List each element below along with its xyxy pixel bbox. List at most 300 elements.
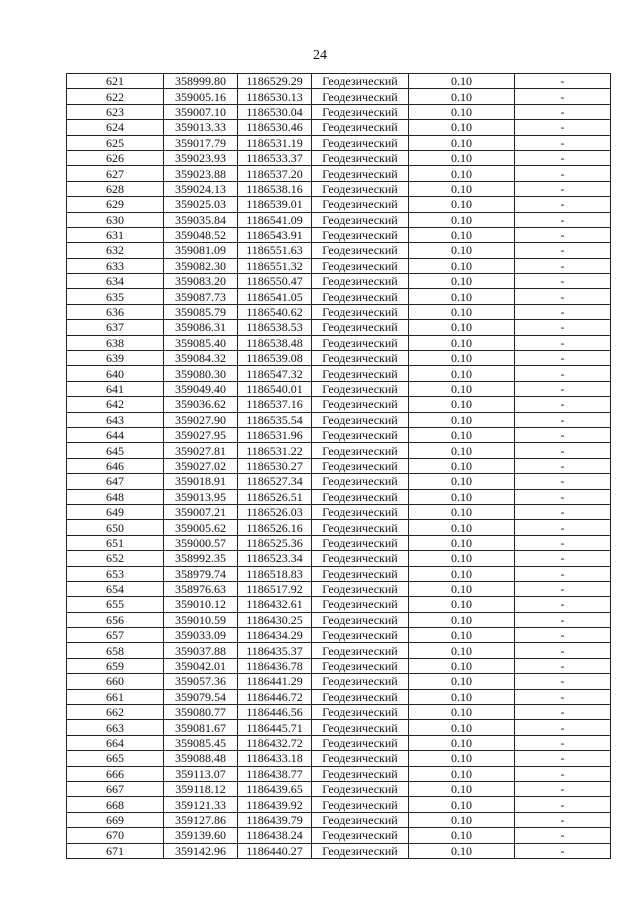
accuracy-cell: 0.10: [409, 520, 515, 535]
table-row: [67, 166, 611, 181]
point-number-cell: 637: [67, 320, 164, 335]
method-cell: Геодезический: [312, 720, 409, 735]
accuracy-cell: 0.10: [409, 843, 515, 858]
accuracy-cell: 0.10: [409, 689, 515, 704]
accuracy-cell: 0.10: [409, 166, 515, 181]
y-coordinate-cell: 1186433.18: [238, 751, 312, 766]
y-coordinate-cell: 1186538.53: [238, 320, 312, 335]
table-row: [67, 351, 611, 366]
table-row: [67, 427, 611, 442]
x-coordinate-cell: 359005.62: [164, 520, 238, 535]
page-number: 24: [313, 48, 327, 63]
accuracy-cell: 0.10: [409, 597, 515, 612]
table-row: [67, 812, 611, 827]
accuracy-cell: 0.10: [409, 735, 515, 750]
description-cell: -: [515, 89, 611, 104]
description-cell: -: [515, 397, 611, 412]
y-coordinate-cell: 1186535.54: [238, 412, 312, 427]
accuracy-cell: 0.10: [409, 150, 515, 165]
table-row: [67, 227, 611, 242]
x-coordinate-cell: 359057.36: [164, 674, 238, 689]
accuracy-cell: 0.10: [409, 381, 515, 396]
point-number-cell: 624: [67, 120, 164, 135]
y-coordinate-cell: 1186438.77: [238, 766, 312, 781]
description-cell: -: [515, 720, 611, 735]
description-cell: -: [515, 843, 611, 858]
point-number-cell: 663: [67, 720, 164, 735]
y-coordinate-cell: 1186432.61: [238, 597, 312, 612]
method-cell: Геодезический: [312, 274, 409, 289]
table-row: [67, 150, 611, 165]
x-coordinate-cell: 359081.67: [164, 720, 238, 735]
y-coordinate-cell: 1186531.19: [238, 135, 312, 150]
method-cell: Геодезический: [312, 797, 409, 812]
y-coordinate-cell: 1186446.72: [238, 689, 312, 704]
accuracy-cell: 0.10: [409, 628, 515, 643]
method-cell: Геодезический: [312, 843, 409, 858]
description-cell: -: [515, 381, 611, 396]
x-coordinate-cell: 359027.90: [164, 412, 238, 427]
method-cell: Геодезический: [312, 258, 409, 273]
x-coordinate-cell: 359139.60: [164, 828, 238, 843]
table-row: [67, 766, 611, 781]
table-row: [67, 797, 611, 812]
x-coordinate-cell: 359013.33: [164, 120, 238, 135]
accuracy-cell: 0.10: [409, 643, 515, 658]
y-coordinate-cell: 1186538.16: [238, 181, 312, 196]
description-cell: -: [515, 658, 611, 673]
accuracy-cell: 0.10: [409, 181, 515, 196]
table-row: [67, 381, 611, 396]
method-cell: Геодезический: [312, 181, 409, 196]
accuracy-cell: 0.10: [409, 104, 515, 119]
method-cell: Геодезический: [312, 120, 409, 135]
table-row: [67, 520, 611, 535]
description-cell: -: [515, 458, 611, 473]
table-row: [67, 581, 611, 596]
table-row: [67, 474, 611, 489]
x-coordinate-cell: 359085.79: [164, 304, 238, 319]
accuracy-cell: 0.10: [409, 366, 515, 381]
table-row: [67, 458, 611, 473]
x-coordinate-cell: 359087.73: [164, 289, 238, 304]
method-cell: Геодезический: [312, 535, 409, 550]
accuracy-cell: 0.10: [409, 674, 515, 689]
x-coordinate-cell: 359018.91: [164, 474, 238, 489]
method-cell: Геодезический: [312, 766, 409, 781]
x-coordinate-cell: 359023.93: [164, 150, 238, 165]
description-cell: -: [515, 366, 611, 381]
x-coordinate-cell: 358976.63: [164, 581, 238, 596]
description-cell: -: [515, 258, 611, 273]
accuracy-cell: 0.10: [409, 504, 515, 519]
point-number-cell: 652: [67, 551, 164, 566]
point-number-cell: 670: [67, 828, 164, 843]
y-coordinate-cell: 1186550.47: [238, 274, 312, 289]
y-coordinate-cell: 1186446.56: [238, 705, 312, 720]
description-cell: -: [515, 304, 611, 319]
description-cell: -: [515, 535, 611, 550]
description-cell: -: [515, 612, 611, 627]
y-coordinate-cell: 1186551.63: [238, 243, 312, 258]
x-coordinate-cell: 359080.77: [164, 705, 238, 720]
method-cell: Геодезический: [312, 351, 409, 366]
point-number-cell: 627: [67, 166, 164, 181]
x-coordinate-cell: 359079.54: [164, 689, 238, 704]
description-cell: -: [515, 443, 611, 458]
y-coordinate-cell: 1186540.01: [238, 381, 312, 396]
description-cell: -: [515, 320, 611, 335]
point-number-cell: 643: [67, 412, 164, 427]
accuracy-cell: 0.10: [409, 751, 515, 766]
point-number-cell: 629: [67, 197, 164, 212]
description-cell: -: [515, 181, 611, 196]
description-cell: -: [515, 212, 611, 227]
point-number-cell: 664: [67, 735, 164, 750]
y-coordinate-cell: 1186439.92: [238, 797, 312, 812]
table-row: [67, 89, 611, 104]
point-number-cell: 631: [67, 227, 164, 242]
table-row: [67, 535, 611, 550]
y-coordinate-cell: 1186531.22: [238, 443, 312, 458]
method-cell: Геодезический: [312, 227, 409, 242]
method-cell: Геодезический: [312, 412, 409, 427]
description-cell: -: [515, 166, 611, 181]
x-coordinate-cell: 359035.84: [164, 212, 238, 227]
x-coordinate-cell: 359027.95: [164, 427, 238, 442]
table-row: [67, 397, 611, 412]
description-cell: -: [515, 643, 611, 658]
description-cell: -: [515, 735, 611, 750]
x-coordinate-cell: 359118.12: [164, 781, 238, 796]
description-cell: -: [515, 581, 611, 596]
y-coordinate-cell: 1186525.36: [238, 535, 312, 550]
table-row: [67, 720, 611, 735]
description-cell: -: [515, 551, 611, 566]
point-number-cell: 661: [67, 689, 164, 704]
method-cell: Геодезический: [312, 243, 409, 258]
method-cell: Геодезический: [312, 304, 409, 319]
accuracy-cell: 0.10: [409, 443, 515, 458]
point-number-cell: 653: [67, 566, 164, 581]
y-coordinate-cell: 1186538.48: [238, 335, 312, 350]
point-number-cell: 633: [67, 258, 164, 273]
x-coordinate-cell: 359024.13: [164, 181, 238, 196]
x-coordinate-cell: 359025.03: [164, 197, 238, 212]
accuracy-cell: 0.10: [409, 551, 515, 566]
description-cell: -: [515, 797, 611, 812]
x-coordinate-cell: 359085.45: [164, 735, 238, 750]
x-coordinate-cell: 359036.62: [164, 397, 238, 412]
method-cell: Геодезический: [312, 443, 409, 458]
y-coordinate-cell: 1186531.96: [238, 427, 312, 442]
method-cell: Геодезический: [312, 520, 409, 535]
accuracy-cell: 0.10: [409, 243, 515, 258]
y-coordinate-cell: 1186434.29: [238, 628, 312, 643]
table-row: [67, 828, 611, 843]
table-row: [67, 104, 611, 119]
table-row: [67, 705, 611, 720]
accuracy-cell: 0.10: [409, 705, 515, 720]
method-cell: Геодезический: [312, 612, 409, 627]
point-number-cell: 658: [67, 643, 164, 658]
point-number-cell: 639: [67, 351, 164, 366]
accuracy-cell: 0.10: [409, 397, 515, 412]
point-number-cell: 648: [67, 489, 164, 504]
table-row: [67, 304, 611, 319]
point-number-cell: 655: [67, 597, 164, 612]
y-coordinate-cell: 1186526.16: [238, 520, 312, 535]
method-cell: Геодезический: [312, 551, 409, 566]
accuracy-cell: 0.10: [409, 89, 515, 104]
y-coordinate-cell: 1186530.13: [238, 89, 312, 104]
accuracy-cell: 0.10: [409, 612, 515, 627]
point-number-cell: 642: [67, 397, 164, 412]
y-coordinate-cell: 1186537.16: [238, 397, 312, 412]
description-cell: -: [515, 628, 611, 643]
table-row: [67, 674, 611, 689]
point-number-cell: 654: [67, 581, 164, 596]
y-coordinate-cell: 1186517.92: [238, 581, 312, 596]
y-coordinate-cell: 1186526.51: [238, 489, 312, 504]
description-cell: -: [515, 474, 611, 489]
table-row: [67, 735, 611, 750]
method-cell: Геодезический: [312, 150, 409, 165]
table-row: [67, 751, 611, 766]
y-coordinate-cell: 1186539.08: [238, 351, 312, 366]
y-coordinate-cell: 1186551.32: [238, 258, 312, 273]
table-row: [67, 335, 611, 350]
y-coordinate-cell: 1186432.72: [238, 735, 312, 750]
method-cell: Геодезический: [312, 828, 409, 843]
accuracy-cell: 0.10: [409, 427, 515, 442]
table-row: [67, 658, 611, 673]
accuracy-cell: 0.10: [409, 658, 515, 673]
accuracy-cell: 0.10: [409, 274, 515, 289]
accuracy-cell: 0.10: [409, 212, 515, 227]
x-coordinate-cell: 358999.80: [164, 74, 238, 89]
y-coordinate-cell: 1186539.01: [238, 197, 312, 212]
accuracy-cell: 0.10: [409, 258, 515, 273]
description-cell: -: [515, 751, 611, 766]
x-coordinate-cell: 359042.01: [164, 658, 238, 673]
method-cell: Геодезический: [312, 597, 409, 612]
description-cell: -: [515, 289, 611, 304]
x-coordinate-cell: 359083.20: [164, 274, 238, 289]
description-cell: -: [515, 335, 611, 350]
point-number-cell: 622: [67, 89, 164, 104]
description-cell: -: [515, 197, 611, 212]
x-coordinate-cell: 359027.02: [164, 458, 238, 473]
method-cell: Геодезический: [312, 381, 409, 396]
description-cell: -: [515, 227, 611, 242]
x-coordinate-cell: 359085.40: [164, 335, 238, 350]
method-cell: Геодезический: [312, 74, 409, 89]
table-row: [67, 781, 611, 796]
description-cell: -: [515, 351, 611, 366]
description-cell: -: [515, 243, 611, 258]
method-cell: Геодезический: [312, 658, 409, 673]
method-cell: Геодезический: [312, 781, 409, 796]
method-cell: Геодезический: [312, 705, 409, 720]
point-number-cell: 649: [67, 504, 164, 519]
point-number-cell: 635: [67, 289, 164, 304]
y-coordinate-cell: 1186530.27: [238, 458, 312, 473]
point-number-cell: 625: [67, 135, 164, 150]
point-number-cell: 638: [67, 335, 164, 350]
accuracy-cell: 0.10: [409, 781, 515, 796]
method-cell: Геодезический: [312, 489, 409, 504]
point-number-cell: 660: [67, 674, 164, 689]
method-cell: Геодезический: [312, 628, 409, 643]
x-coordinate-cell: 359010.12: [164, 597, 238, 612]
accuracy-cell: 0.10: [409, 581, 515, 596]
point-number-cell: 665: [67, 751, 164, 766]
point-number-cell: 630: [67, 212, 164, 227]
accuracy-cell: 0.10: [409, 197, 515, 212]
accuracy-cell: 0.10: [409, 458, 515, 473]
point-number-cell: 659: [67, 658, 164, 673]
x-coordinate-cell: 359142.96: [164, 843, 238, 858]
point-number-cell: 632: [67, 243, 164, 258]
x-coordinate-cell: 359007.10: [164, 104, 238, 119]
y-coordinate-cell: 1186523.34: [238, 551, 312, 566]
method-cell: Геодезический: [312, 643, 409, 658]
method-cell: Геодезический: [312, 581, 409, 596]
coordinates-table-body: [67, 74, 611, 859]
y-coordinate-cell: 1186530.04: [238, 104, 312, 119]
method-cell: Геодезический: [312, 366, 409, 381]
method-cell: Геодезический: [312, 427, 409, 442]
y-coordinate-cell: 1186436.78: [238, 658, 312, 673]
point-number-cell: 651: [67, 535, 164, 550]
table-row: [67, 212, 611, 227]
x-coordinate-cell: 359017.79: [164, 135, 238, 150]
description-cell: -: [515, 828, 611, 843]
accuracy-cell: 0.10: [409, 120, 515, 135]
accuracy-cell: 0.10: [409, 812, 515, 827]
x-coordinate-cell: 358979.74: [164, 566, 238, 581]
description-cell: -: [515, 427, 611, 442]
table-row: [67, 566, 611, 581]
table-row: [67, 489, 611, 504]
description-cell: -: [515, 412, 611, 427]
table-row: [67, 289, 611, 304]
point-number-cell: 628: [67, 181, 164, 196]
x-coordinate-cell: 359027.81: [164, 443, 238, 458]
x-coordinate-cell: 359010.59: [164, 612, 238, 627]
point-number-cell: 647: [67, 474, 164, 489]
y-coordinate-cell: 1186530.46: [238, 120, 312, 135]
method-cell: Геодезический: [312, 751, 409, 766]
table-row: [67, 689, 611, 704]
method-cell: Геодезический: [312, 458, 409, 473]
x-coordinate-cell: 359080.30: [164, 366, 238, 381]
point-number-cell: 646: [67, 458, 164, 473]
method-cell: Геодезический: [312, 104, 409, 119]
description-cell: -: [515, 781, 611, 796]
accuracy-cell: 0.10: [409, 474, 515, 489]
method-cell: Геодезический: [312, 89, 409, 104]
method-cell: Геодезический: [312, 566, 409, 581]
method-cell: Геодезический: [312, 166, 409, 181]
point-number-cell: 644: [67, 427, 164, 442]
y-coordinate-cell: 1186533.37: [238, 150, 312, 165]
x-coordinate-cell: 359000.57: [164, 535, 238, 550]
point-number-cell: 667: [67, 781, 164, 796]
table-row: [67, 504, 611, 519]
y-coordinate-cell: 1186441.29: [238, 674, 312, 689]
description-cell: -: [515, 120, 611, 135]
x-coordinate-cell: 359127.86: [164, 812, 238, 827]
description-cell: -: [515, 812, 611, 827]
x-coordinate-cell: 359013.95: [164, 489, 238, 504]
table-row: [67, 320, 611, 335]
x-coordinate-cell: 359037.88: [164, 643, 238, 658]
method-cell: Геодезический: [312, 812, 409, 827]
y-coordinate-cell: 1186518.83: [238, 566, 312, 581]
method-cell: Геодезический: [312, 474, 409, 489]
y-coordinate-cell: 1186527.34: [238, 474, 312, 489]
point-number-cell: 636: [67, 304, 164, 319]
method-cell: Геодезический: [312, 689, 409, 704]
x-coordinate-cell: 359113.07: [164, 766, 238, 781]
table-row: [67, 612, 611, 627]
point-number-cell: 640: [67, 366, 164, 381]
point-number-cell: 623: [67, 104, 164, 119]
accuracy-cell: 0.10: [409, 304, 515, 319]
table-row: [67, 443, 611, 458]
method-cell: Геодезический: [312, 335, 409, 350]
y-coordinate-cell: 1186543.91: [238, 227, 312, 242]
x-coordinate-cell: 359121.33: [164, 797, 238, 812]
accuracy-cell: 0.10: [409, 412, 515, 427]
y-coordinate-cell: 1186526.03: [238, 504, 312, 519]
table-row: [67, 74, 611, 89]
description-cell: -: [515, 150, 611, 165]
table-row: [67, 197, 611, 212]
table-row: [67, 843, 611, 858]
accuracy-cell: 0.10: [409, 828, 515, 843]
description-cell: -: [515, 489, 611, 504]
table-row: [67, 643, 611, 658]
method-cell: Геодезический: [312, 735, 409, 750]
accuracy-cell: 0.10: [409, 135, 515, 150]
point-number-cell: 668: [67, 797, 164, 812]
point-number-cell: 626: [67, 150, 164, 165]
description-cell: -: [515, 674, 611, 689]
point-number-cell: 666: [67, 766, 164, 781]
accuracy-cell: 0.10: [409, 320, 515, 335]
y-coordinate-cell: 1186435.37: [238, 643, 312, 658]
point-number-cell: 621: [67, 74, 164, 89]
y-coordinate-cell: 1186537.20: [238, 166, 312, 181]
x-coordinate-cell: 359088.48: [164, 751, 238, 766]
x-coordinate-cell: 359023.88: [164, 166, 238, 181]
accuracy-cell: 0.10: [409, 766, 515, 781]
y-coordinate-cell: 1186541.09: [238, 212, 312, 227]
table-row: [67, 135, 611, 150]
table-row: [67, 274, 611, 289]
description-cell: -: [515, 566, 611, 581]
point-number-cell: 645: [67, 443, 164, 458]
accuracy-cell: 0.10: [409, 351, 515, 366]
accuracy-cell: 0.10: [409, 227, 515, 242]
description-cell: -: [515, 274, 611, 289]
point-number-cell: 669: [67, 812, 164, 827]
description-cell: -: [515, 135, 611, 150]
y-coordinate-cell: 1186529.29: [238, 74, 312, 89]
